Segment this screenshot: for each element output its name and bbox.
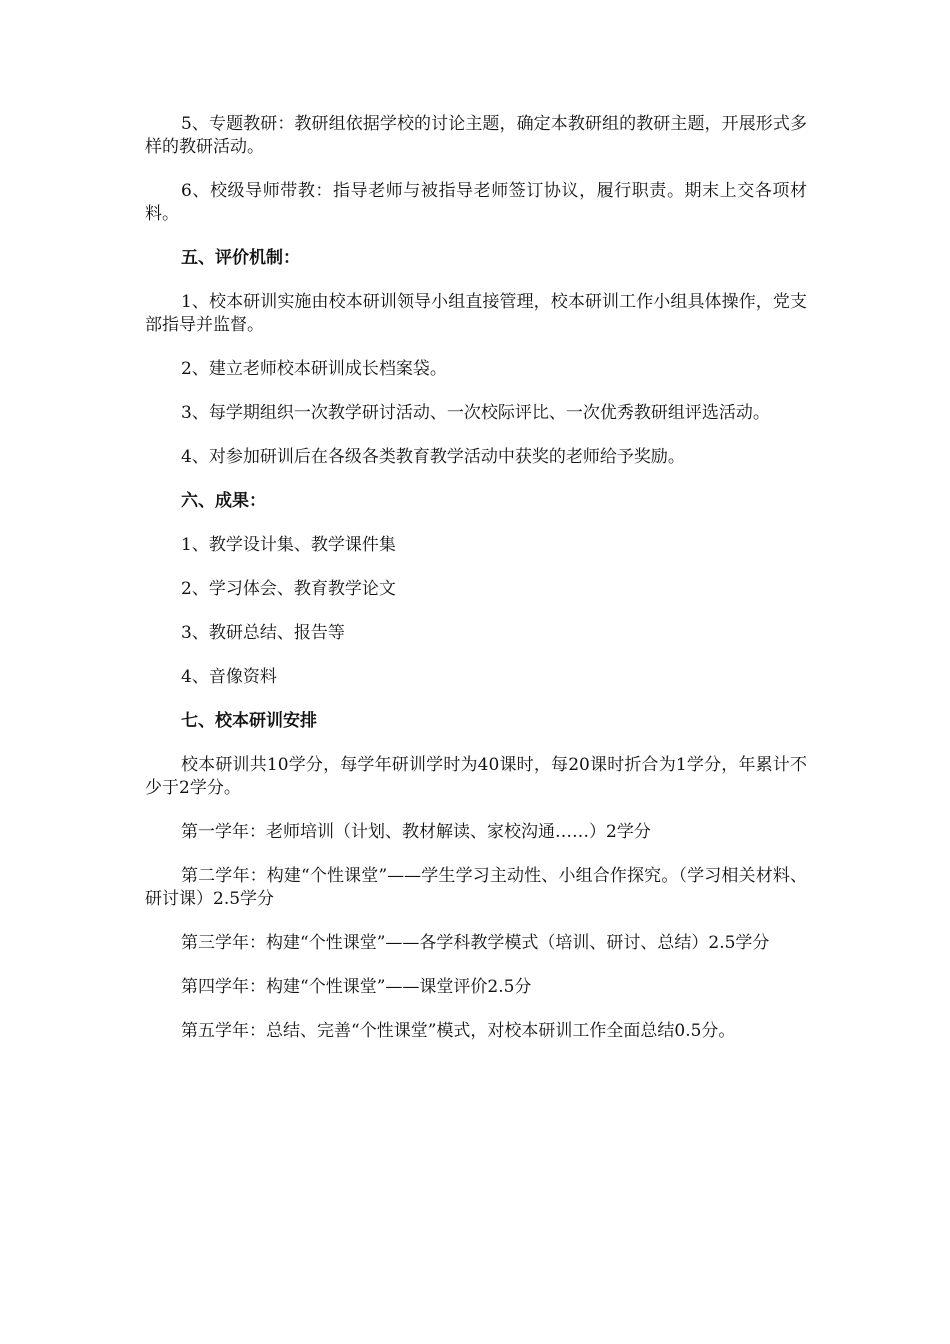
document-body bbox=[145, 113, 807, 1064]
results-item-3: 3、教研总结、报告等 bbox=[181, 623, 345, 643]
item-special-research: 5、专题教研：教研组依据学校的讨论主题，确定本教研组的教研主题，开展形式多样的教研活动。 bbox=[145, 114, 807, 157]
results-item-2: 2、学习体会、教育教学论文 bbox=[181, 579, 396, 599]
schedule-overview: 校本研训共10学分，每学年研训学时为40课时，每20课时折合为1学分，年累计不少于2学分。 bbox=[145, 755, 807, 798]
schedule-year-2: 第二学年：构建“个性课堂”——学生学习主动性、小组合作探究。（学习相关材料、研讨课）2.5学分 bbox=[145, 866, 807, 909]
section-heading-results: 六、成果： bbox=[181, 491, 266, 511]
evaluation-item-3: 3、每学期组织一次教学研讨活动、一次校际评比、一次优秀教研组评选活动。 bbox=[181, 403, 770, 423]
evaluation-item-2: 2、建立老师校本研训成长档案袋。 bbox=[181, 359, 447, 379]
section-heading-evaluation: 五、评价机制： bbox=[181, 248, 300, 268]
item-mentor-guidance: 6、校级导师带教：指导老师与被指导老师签订协议，履行职责。期末上交各项材料。 bbox=[145, 181, 807, 224]
schedule-year-5: 第五学年：总结、完善“个性课堂”模式，对校本研训工作全面总结0.5分。 bbox=[181, 1021, 736, 1041]
results-item-1: 1、教学设计集、教学课件集 bbox=[181, 535, 396, 555]
schedule-year-1: 第一学年：老师培训（计划、教材解读、家校沟通……）2学分 bbox=[181, 822, 651, 842]
evaluation-item-1: 1、校本研训实施由校本研训领导小组直接管理，校本研训工作小组具体操作，党支部指导并监督。 bbox=[145, 292, 807, 335]
evaluation-item-4: 4、对参加研训后在各级各类教育教学活动中获奖的老师给予奖励。 bbox=[181, 447, 685, 467]
schedule-year-3: 第三学年：构建“个性课堂”——各学科教学模式（培训、研讨、总结）2.5学分 bbox=[181, 933, 770, 953]
section-heading-schedule: 七、校本研训安排 bbox=[181, 711, 317, 731]
results-item-4: 4、音像资料 bbox=[181, 667, 277, 687]
schedule-year-4: 第四学年：构建“个性课堂”——课堂评价2.5分 bbox=[181, 977, 532, 997]
